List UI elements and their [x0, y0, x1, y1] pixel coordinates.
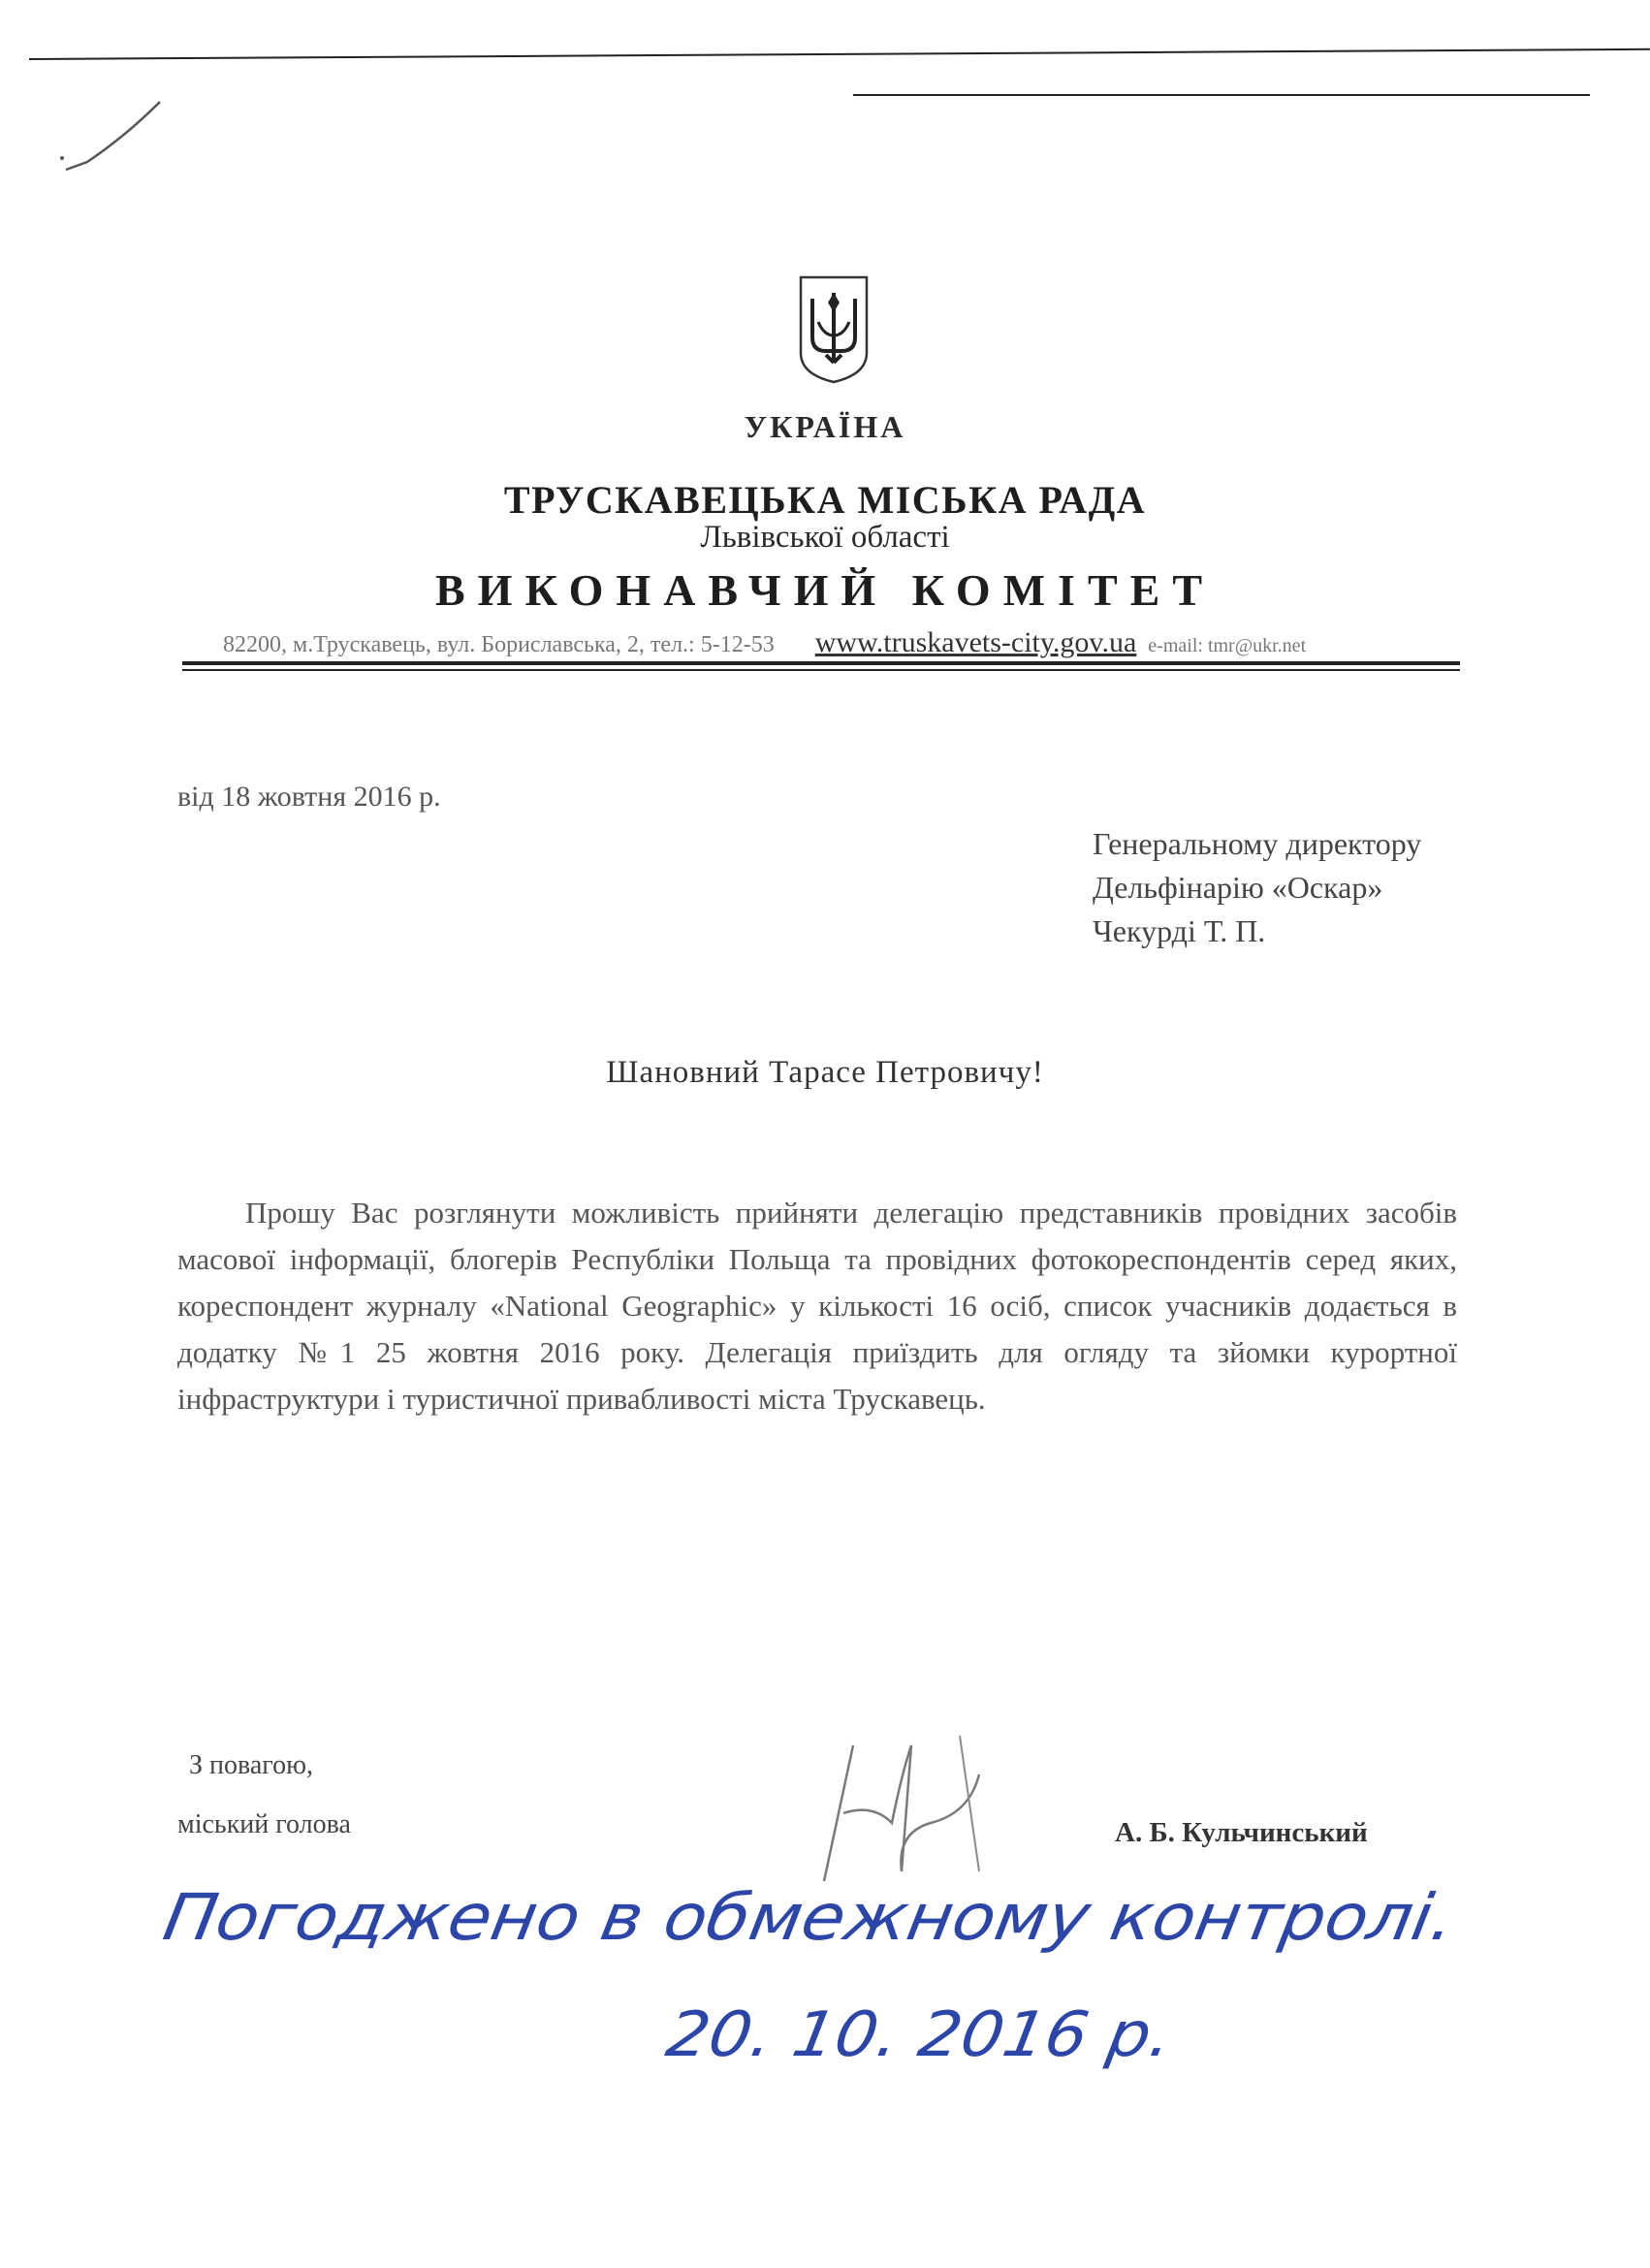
signer-name: А. Б. Кульчинський	[1115, 1817, 1368, 1848]
salutation: Шановний Тарасе Петровичу!	[606, 1055, 1044, 1090]
recipient-line: Генеральному директору	[1093, 826, 1422, 861]
pencil-check-mark	[48, 92, 175, 179]
letter-date: від 18 жовтня 2016 р.	[177, 781, 441, 813]
email-text: e-mail: tmr@ukr.net	[1148, 635, 1307, 656]
committee-name: ВИКОНАВЧИЙ КОМІТЕТ	[434, 565, 1215, 615]
address-text: 82200, м.Трускавець, вул. Бориславська, 2, тел.: 5-12-53	[223, 632, 775, 657]
recipient-line: Чекурді Т. П.	[1093, 913, 1266, 948]
signer-position: міський голова	[177, 1809, 351, 1839]
region-name: Львівської області	[700, 520, 950, 555]
council-name: ТРУСКАВЕЦЬКА МІСЬКА РАДА	[503, 478, 1147, 522]
recipient-block	[1093, 822, 1421, 953]
handwritten-line-1: Погоджено в обмежному контролі.	[158, 1879, 1359, 1955]
handwritten-approval	[155, 1862, 1493, 2085]
letterhead-rule-thick	[182, 661, 1460, 665]
website-link[interactable]: www.truskavets-city.gov.ua	[814, 626, 1137, 658]
letter-body: Прошу Вас розглянути можливість прийняти делегацію представників провідних засобів масової інформації, блогерів Республіки Польща та провідних фотокореспондентів серед яких, кореспондент журналу «National Geographic» у кількості 16 осіб, список учасників додається в додатку №1 25 жовтня 2016 року. Делегація приїздить для огляду та зйомки курортної інфраструктури і туристичної привабливості міста Трускавець.	[177, 1196, 1457, 1416]
handwritten-line-2: 20. 10. 2016 р.	[660, 1998, 1148, 2071]
trident-icon	[797, 273, 871, 384]
closing-phrase: З повагою,	[189, 1750, 313, 1780]
contact-line	[223, 626, 1464, 659]
recipient-line: Дельфінарію «Оскар»	[1093, 870, 1383, 905]
scan-edge-line-top	[29, 48, 1650, 60]
letterhead-rule-thin	[182, 669, 1460, 671]
scan-edge-line-second	[853, 94, 1590, 96]
country-name: УКРАЇНА	[744, 409, 906, 444]
